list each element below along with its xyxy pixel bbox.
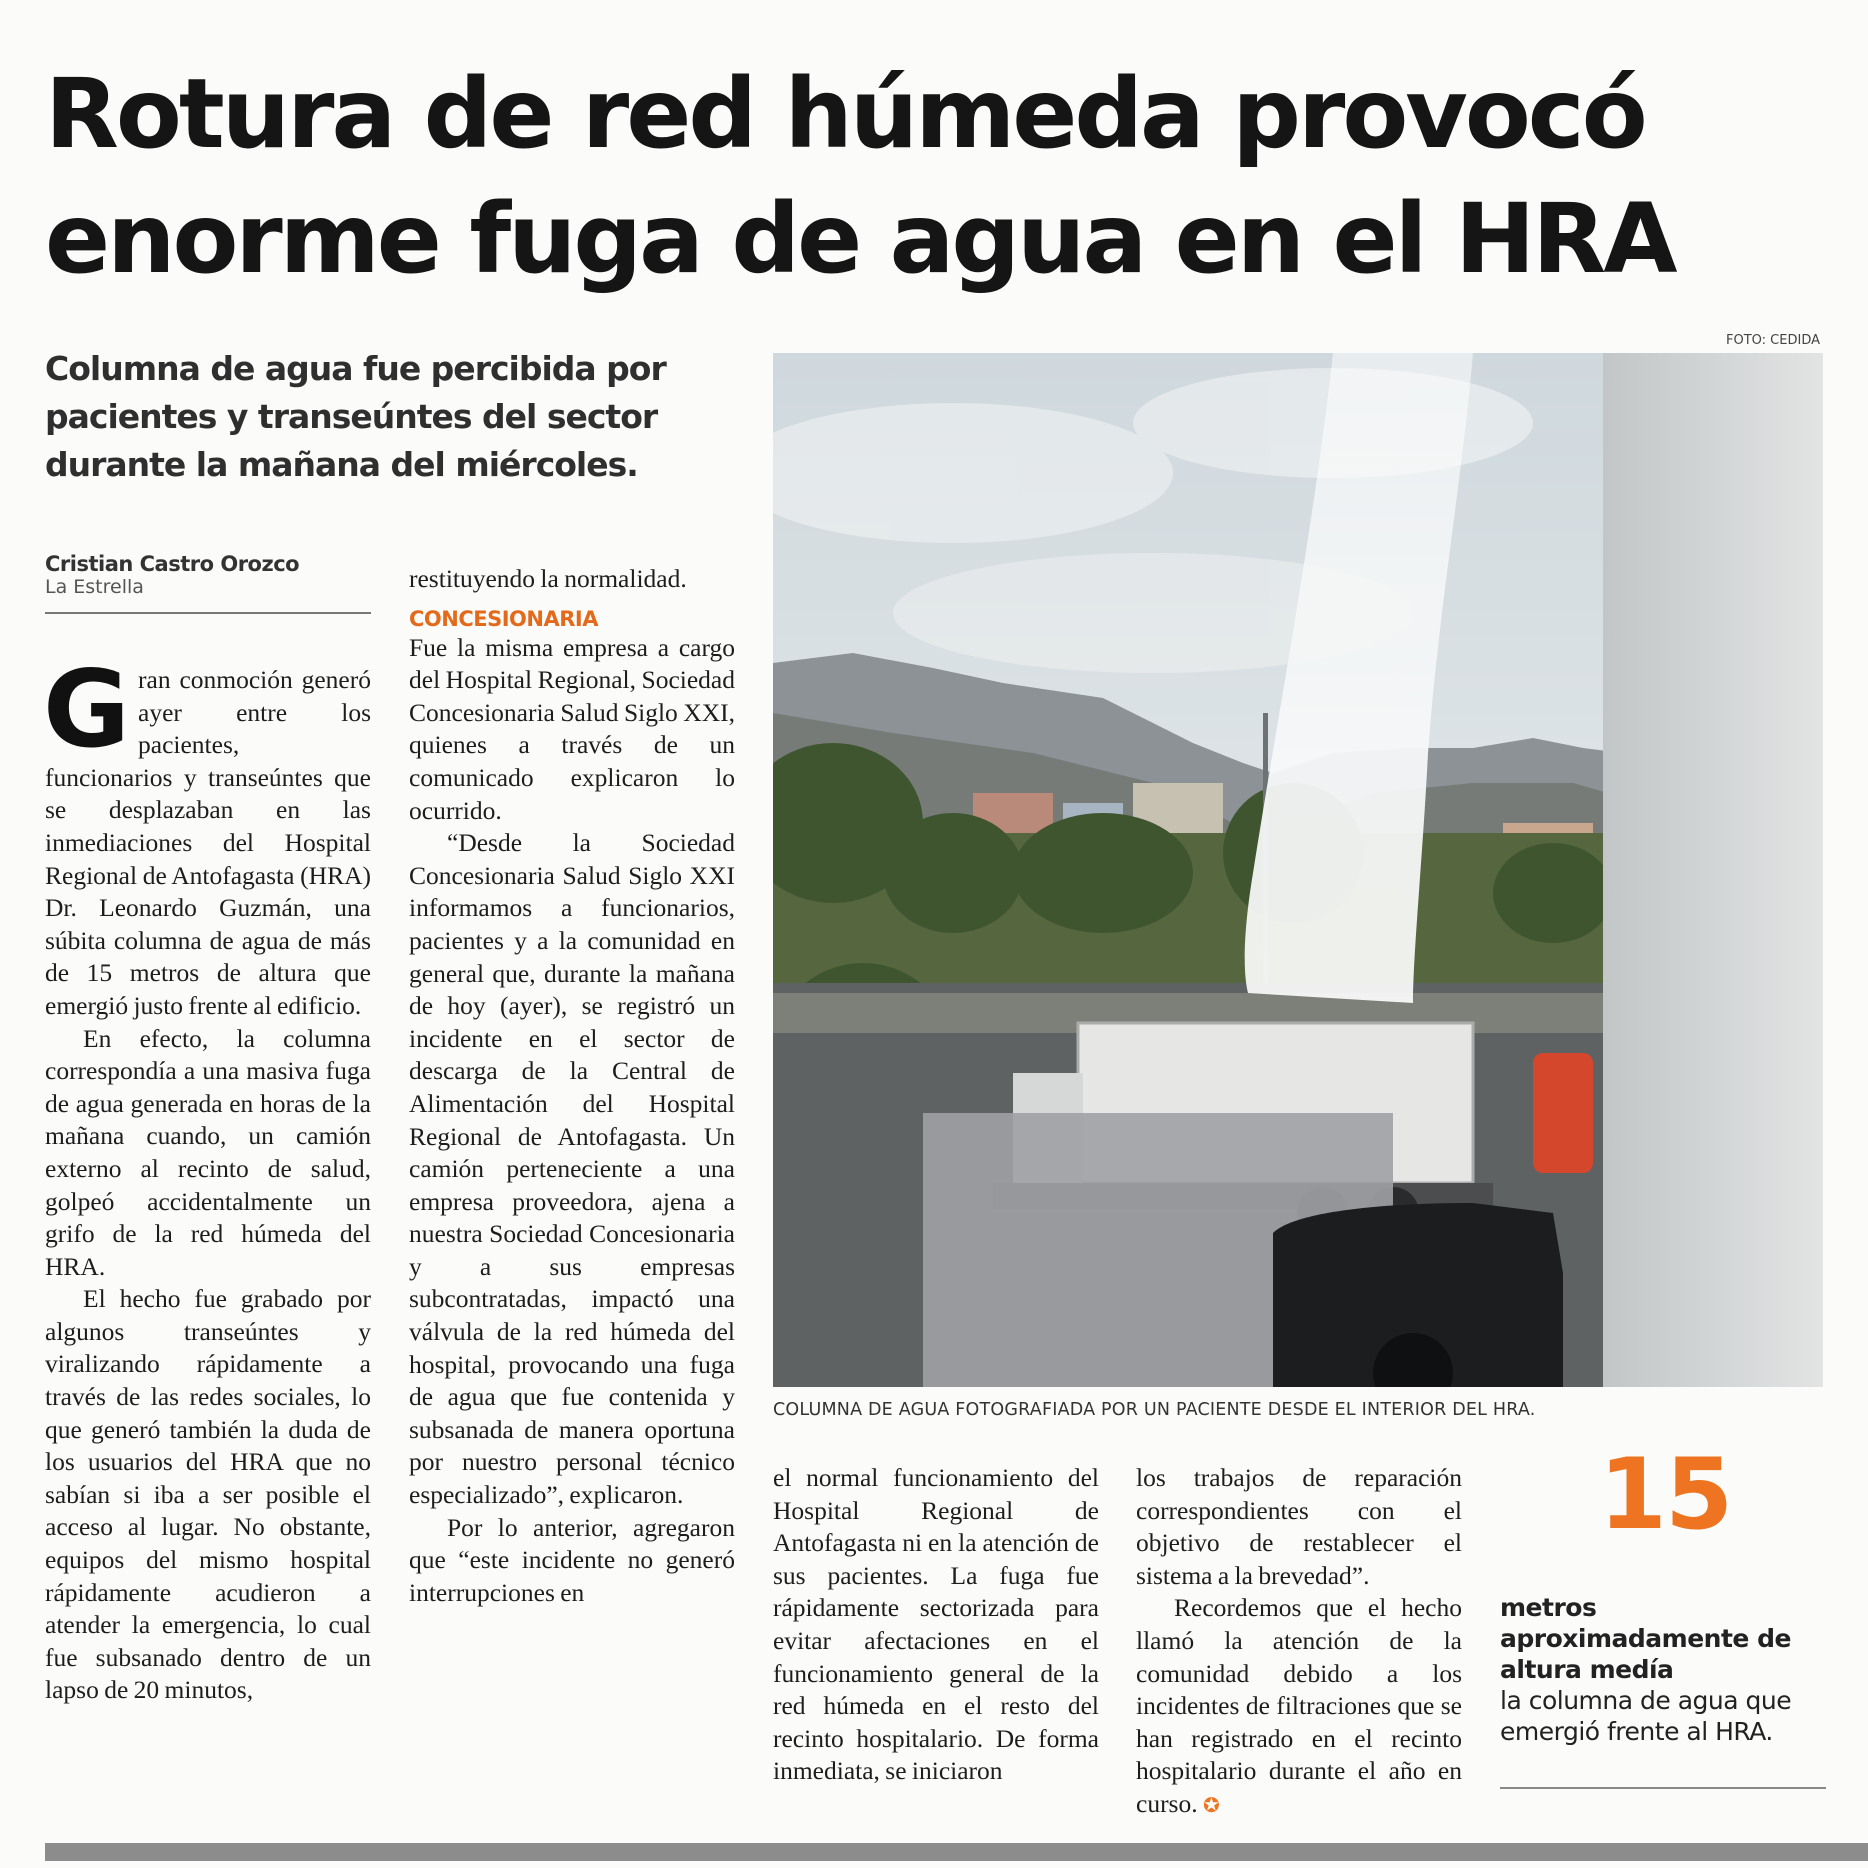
stat-number: 15 [1598, 1438, 1732, 1552]
article-column-4 [1136, 1462, 1462, 1822]
photo-caption: COLUMNA DE AGUA FOTOGRAFIADA POR UN PACIENTE DESDE EL INTERIOR DEL HRA. [773, 1400, 1536, 1420]
section-heading: CONCESIONARIA [409, 606, 598, 631]
photo-credit: FOTO: CEDIDA [1726, 333, 1820, 348]
article-column-3 [773, 1462, 1099, 1788]
paragraph-10-text: Recordemos que el hecho llamó la atención de la comunidad debido a los incidentes de filtraciones que se han registrado en el recinto hospitalario durante el año en curso. [1136, 1593, 1462, 1818]
stat-text [1500, 1592, 1830, 1747]
stat-bold-text: metros aproximadamente de altura medía [1500, 1593, 1791, 1684]
paragraph-6: “Desde la Sociedad Concesionaria Salud Siglo XXI informamos a funcionarios, pacientes y a la comunidad en general que, durante la mañana de hoy (ayer), se registró un incidente en el sector de descarga de la Central de Alimentación del Hospital Regional de Antofagasta. Un camión perteneciente a una empresa proveedora, ajena a nuestra Sociedad Concesionaria y a sus empresas subcontratadas, impactó una válvula de la red húmeda del hospital, provocando una fuga de agua que fue contenida y subsanada de manera oportuna por nuestro personal técnico especializado”, explicaron. [409, 828, 735, 1510]
article-column-2 [409, 563, 735, 1609]
paragraph-4: restituyendo la normalidad. [409, 564, 687, 593]
paragraph-5: Fue la misma empresa a cargo del Hospital Regional, Sociedad Concesionaria Salud Siglo XXI, quienes a través de un comunicado explicaron lo ocurrido. [409, 632, 735, 825]
byline-outlet: La Estrella [45, 576, 144, 598]
article-column-1 [43, 648, 371, 1707]
paragraph-8: el normal funcionamiento del Hospital Regional de Antofagasta ni en la atención de sus pacientes. La fuga fue rápidamente sectorizada para evitar afectaciones en el funcionamiento general de la red húmeda en el resto del recinto hospitalario. De forma inmediata, se iniciaron [773, 1463, 1099, 1786]
headline [45, 52, 1825, 302]
paragraph-7: Por lo anterior, agregaron que “este incidente no generó interrupciones en [409, 1512, 735, 1607]
subhead: Columna de agua fue percibida por pacientes y transeúntes del sector durante la mañana del miércoles. [45, 349, 666, 484]
end-mark-icon: ✪ [1202, 1792, 1220, 1817]
paragraph-9: los trabajos de reparación correspondientes con el objetivo de restablecer el sistema a la brevedad”. [1136, 1463, 1462, 1590]
black-car [1273, 1203, 1563, 1387]
water-column-photo [773, 353, 1823, 1387]
paragraph-10 [1136, 1592, 1462, 1821]
paragraph-1 [43, 648, 371, 1023]
byline-author: Cristian Castro Orozco [45, 552, 300, 576]
headline-line-2: enorme fuga de agua en el HRA [45, 183, 1675, 295]
drop-cap: G [43, 648, 131, 771]
paragraph-2: En efecto, la columna correspondía a una masiva fuga de agua generada en horas de la mañana cuando, un camión externo al recinto de salud, golpeó accidentalmente un grifo de la red húmeda del HRA. [45, 1023, 371, 1281]
paragraph-1-text: ran conmoción generó ayer entre los pacientes, funcionarios y transeúntes que se desplazaban en las inmediaciones del Hospital Regional de Antofagasta (HRA) Dr. Leonardo Guzmán, una súbita columna de agua de más de 15 metros de altura que emergió justo frente al edificio. [45, 665, 371, 1020]
byline [45, 552, 371, 614]
stat-divider [1500, 1787, 1826, 1789]
bottom-rule [45, 1843, 1868, 1861]
stat-description: la columna de agua que emergió frente al HRA. [1500, 1686, 1792, 1746]
paragraph-3: El hecho fue grabado por algunos transeúntes y viralizando rápidamente a través de las redes sociales, lo que generó también la duda de los usuarios del HRA que no sabían si iba a ser posible el acceso al lugar. No obstante, equipos del mismo hospital rápidamente acudieron a atender la emergencia, lo cual fue subsanado dentro de un lapso de 20 minutos, [45, 1284, 371, 1705]
headline-line-1: Rotura de red húmeda provocó [45, 58, 1645, 170]
news-photo [773, 353, 1823, 1387]
